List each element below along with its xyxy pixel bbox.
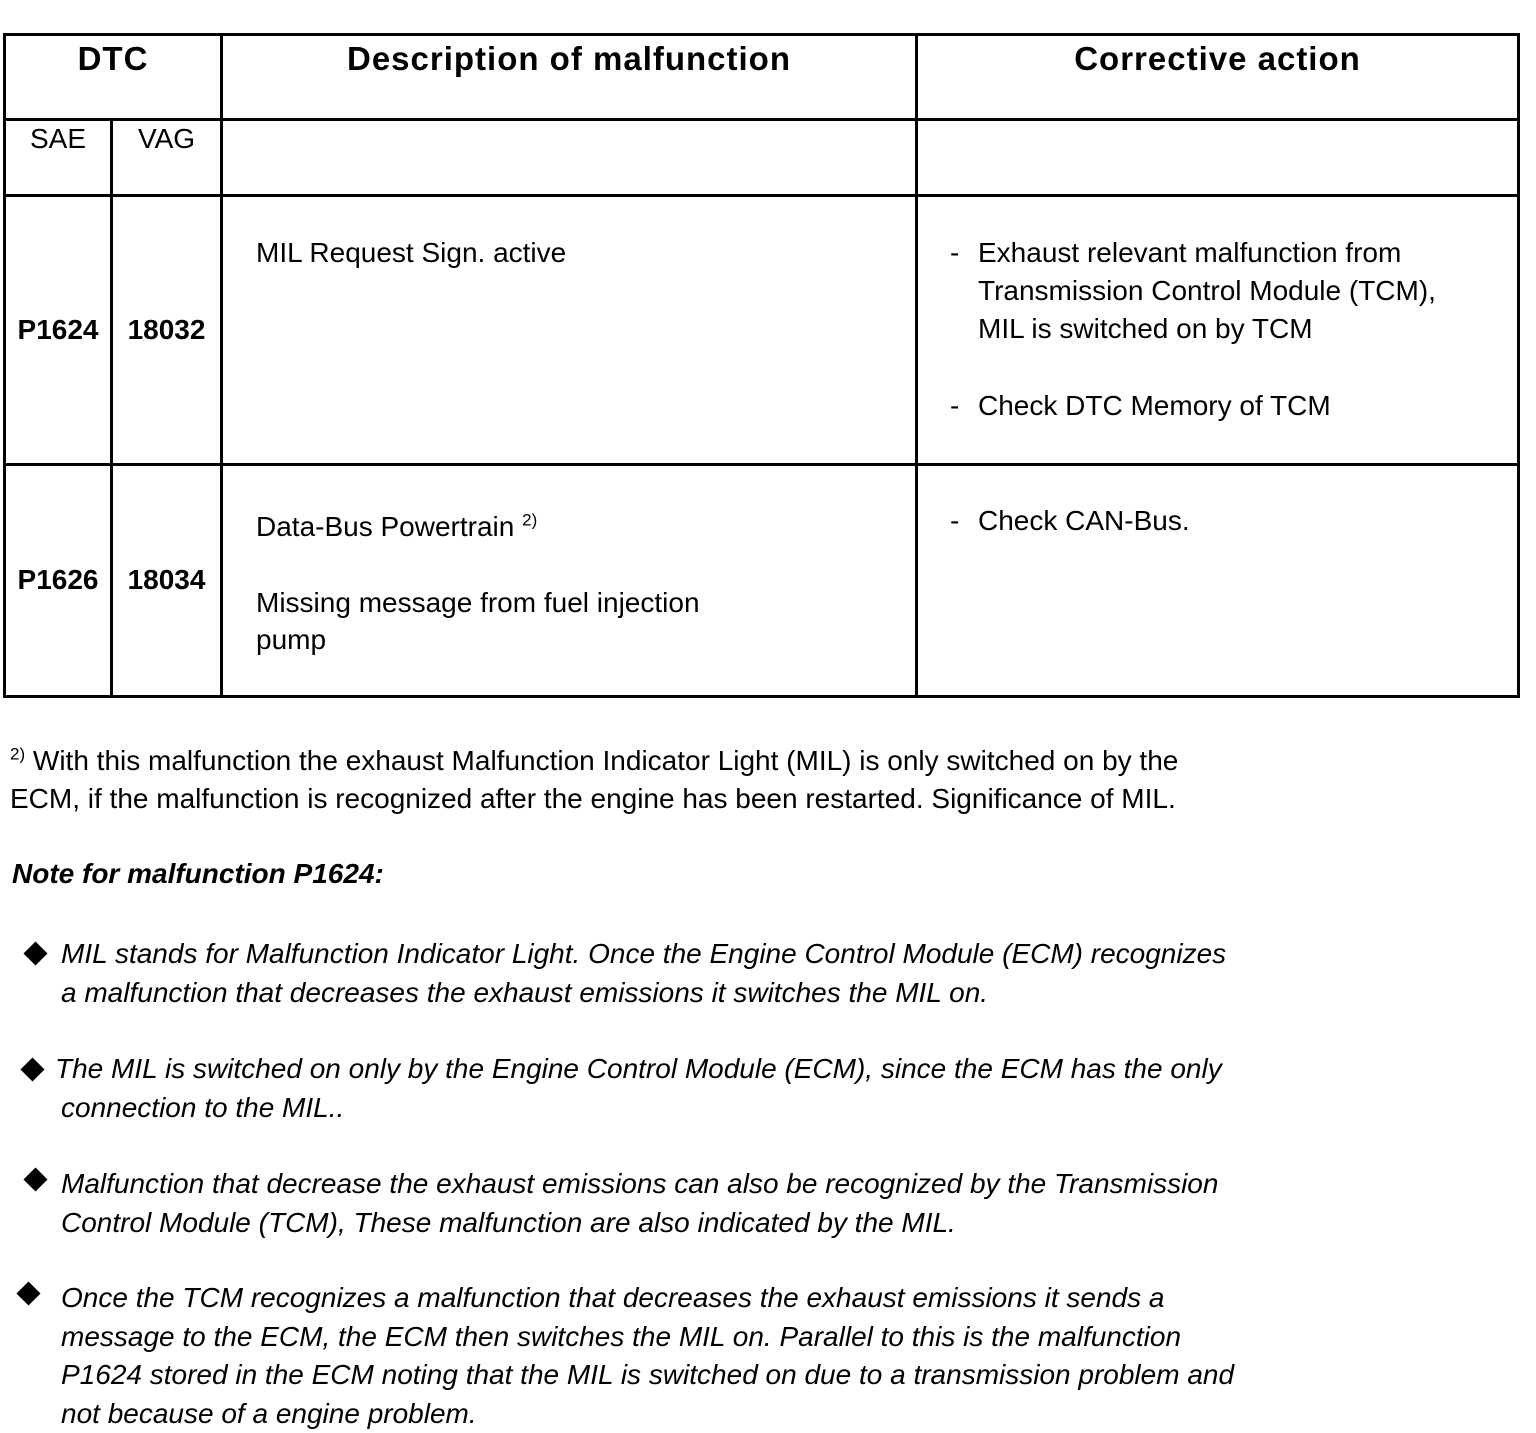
dtc-table: [3, 33, 1520, 698]
note-bullet-text: [55, 1050, 1355, 1127]
row-p1624-action-1-line-1: Exhaust relevant malfunction from: [978, 234, 1401, 272]
footnote-marker-text: 2): [10, 745, 25, 764]
diamond-bullet-icon: [23, 941, 47, 965]
header-dtc: DTC: [6, 40, 220, 78]
note-title: Note for malfunction P1624:: [12, 858, 384, 890]
diamond-bullet-icon: [23, 1167, 47, 1191]
row-p1624-vag: 18032: [113, 311, 220, 349]
note-bullet-text: [61, 1279, 1361, 1433]
row-p1626-action-1-dash: -: [950, 502, 959, 540]
footnote-line-1: [10, 742, 1330, 780]
footnote: [10, 742, 1330, 818]
row-p1626-sae: P1626: [6, 561, 110, 599]
row-p1624-description: MIL Request Sign. active: [256, 234, 566, 272]
row-divider-header: [6, 118, 1517, 121]
subheader-sae: SAE: [6, 120, 110, 158]
row-p1624-action-1-line-2: Transmission Control Module (TCM),: [978, 272, 1436, 310]
row-p1624-sae: P1624: [6, 311, 110, 349]
footnote-marker: 2): [522, 511, 537, 530]
footnote-line-1-text: With this malfunction the exhaust Malfunction Indicator Light (MIL) is only switched on by the: [33, 745, 1178, 776]
header-description: Description of malfunction: [223, 40, 915, 78]
bullet-line: a malfunction that decreases the exhaust emissions it switches the MIL on.: [61, 974, 1361, 1013]
col-divider-description: [220, 36, 223, 695]
row-p1626-description-title-text: Data-Bus Powertrain: [256, 511, 514, 542]
row-p1626-description-line-2: pump: [256, 621, 326, 659]
bullet-line: P1624 stored in the ECM noting that the MIL is switched on due to a transmission problem and: [61, 1356, 1361, 1395]
note-bullet-text: [61, 935, 1361, 1012]
bullet-line: connection to the MIL..: [55, 1089, 1355, 1128]
col-divider-corrective: [915, 36, 918, 695]
bullet-line: The MIL is switched on only by the Engine Control Module (ECM), since the ECM has the only: [55, 1050, 1355, 1089]
bullet-line: Once the TCM recognizes a malfunction that decreases the exhaust emissions it sends a: [61, 1279, 1361, 1318]
row-p1626-description-title: [256, 508, 537, 546]
col-divider-sae-vag: [110, 120, 113, 695]
bullet-line: Control Module (TCM), These malfunction are also indicated by the MIL.: [61, 1204, 1361, 1243]
row-p1626-vag: 18034: [113, 561, 220, 599]
subheader-vag: VAG: [113, 120, 220, 158]
row-divider-subheader: [6, 194, 1517, 197]
row-divider-p1624: [6, 463, 1517, 466]
row-p1624-action-2-dash: -: [950, 387, 959, 425]
row-p1624-action-1-line-3: MIL is switched on by TCM: [978, 310, 1313, 348]
diamond-bullet-icon: [20, 1057, 44, 1081]
bullet-line: message to the ECM, the ECM then switches the MIL on. Parallel to this is the malfunction: [61, 1318, 1361, 1357]
bullet-line: not because of a engine problem.: [61, 1395, 1361, 1433]
row-p1624-action-1-dash: -: [950, 234, 959, 272]
row-p1626-description-line-1: Missing message from fuel injection: [256, 584, 700, 622]
footnote-line-2: ECM, if the malfunction is recognized after the engine has been restarted. Significance of MIL.: [10, 780, 1330, 818]
bullet-line: Malfunction that decrease the exhaust emissions can also be recognized by the Transmission: [61, 1165, 1361, 1204]
row-p1624-action-2-line-1: Check DTC Memory of TCM: [978, 387, 1331, 425]
header-corrective-action: Corrective action: [918, 40, 1517, 78]
bullet-line: MIL stands for Malfunction Indicator Light. Once the Engine Control Module (ECM) recognizes: [61, 935, 1361, 974]
row-p1626-action-1-line-1: Check CAN-Bus.: [978, 502, 1190, 540]
diamond-bullet-icon: [16, 1281, 40, 1305]
note-bullet-text: [61, 1165, 1361, 1242]
